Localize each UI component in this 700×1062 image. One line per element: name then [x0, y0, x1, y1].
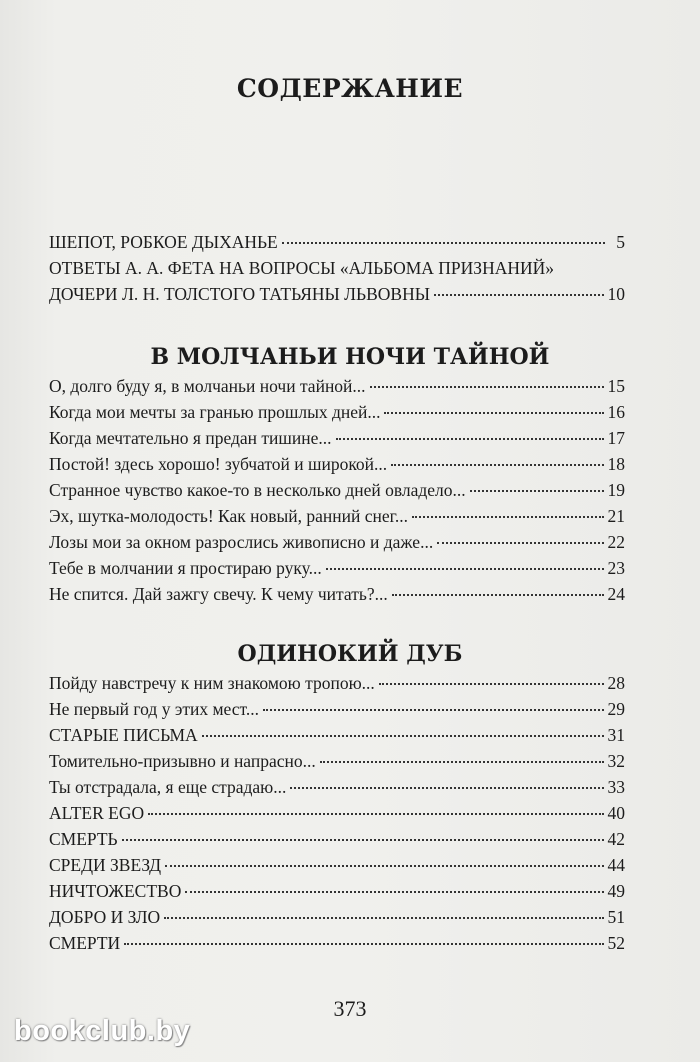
toc-leader-dots	[437, 542, 603, 544]
toc-leader-dots	[336, 438, 604, 440]
toc-leader-dots	[412, 516, 604, 518]
toc-entry	[49, 284, 625, 310]
toc-entry	[49, 532, 625, 558]
toc-leader-dots	[185, 891, 603, 893]
toc-leader-dots	[282, 242, 605, 244]
toc-entry-title: Пойду навстречу к ним знакомою тропою...	[49, 673, 375, 693]
toc-entry-title: СМЕРТЬ	[49, 829, 118, 849]
toc-leader-dots	[290, 787, 603, 789]
toc-entry	[49, 428, 625, 454]
toc-entry-page: 33	[607, 777, 625, 797]
toc-entry	[49, 829, 625, 855]
toc-leader-dots	[434, 294, 604, 296]
toc-entry	[49, 673, 625, 699]
toc-entry-page: 28	[607, 673, 625, 693]
toc-entry-page: 17	[607, 428, 625, 448]
toc-entry-title: Постой! здесь хорошо! зубчатой и широкой...	[49, 454, 388, 474]
watermark-logo: bookclub.by	[14, 1015, 191, 1047]
toc-entry	[49, 907, 625, 933]
toc-entry-title: Странное чувство какое-то в несколько дней овладело...	[49, 480, 466, 500]
toc-entry-page: 32	[607, 751, 625, 771]
toc-leader-dots	[384, 412, 603, 414]
toc-entry-title: Не первый год у этих мест...	[49, 699, 259, 719]
toc-entry-page: 29	[607, 699, 625, 719]
toc-entry-title: СТАРЫЕ ПИСЬМА	[49, 725, 198, 745]
toc-entry-title: Томительно-призывно и напрасно...	[49, 751, 316, 771]
toc-entry-page: 52	[607, 933, 625, 953]
toc-entry-title: Когда мечтательно я предан тишине...	[49, 428, 332, 448]
toc-entry	[49, 480, 625, 506]
toc-entry-title: Ты отстрадала, я еще страдаю...	[49, 777, 287, 797]
toc-entry-page: 22	[607, 532, 625, 552]
page-number: 373	[333, 996, 367, 1021]
toc-entry-title: Эх, шутка-молодость! Как новый, ранний снег...	[49, 506, 408, 526]
toc-entry-page: 44	[607, 855, 625, 875]
toc-entry-page: 21	[607, 506, 625, 526]
toc-entry-title: СМЕРТИ	[49, 933, 121, 953]
toc-entry	[49, 777, 625, 803]
toc-entry-page: 40	[607, 803, 625, 823]
toc-entry	[49, 933, 625, 959]
toc-entry	[49, 699, 625, 725]
toc-leader-dots	[122, 839, 604, 841]
toc-entry-page: 42	[607, 829, 625, 849]
toc-entry-title: ДОБРО И ЗЛО	[49, 907, 161, 927]
toc-entry	[49, 402, 625, 428]
toc-entry-title: Лозы мои за окном разрослись живописно и даже...	[49, 532, 434, 552]
toc-entry	[49, 751, 625, 777]
toc-entry	[49, 232, 625, 258]
toc-entry-title: Когда мои мечты за гранью прошлых дней...	[49, 402, 381, 422]
toc-entry-title: О, долго буду я, в молчаньи ночи тайной...	[49, 376, 366, 396]
toc-leader-dots	[392, 594, 604, 596]
toc-entry	[49, 454, 625, 480]
toc-entry-title: ДОЧЕРИ Л. Н. ТОЛСТОГО ТАТЬЯНЫ ЛЬВОВНЫ	[49, 284, 430, 304]
toc-entry-title: Тебе в молчании я простираю руку...	[49, 558, 322, 578]
toc-leader-dots	[320, 761, 604, 763]
toc-entry	[49, 855, 625, 881]
toc-entry	[49, 506, 625, 532]
toc-leader-dots	[202, 735, 604, 737]
section-heading: В МОЛЧАНЬИ НОЧИ ТАЙНОЙ	[150, 344, 550, 370]
section-heading: ОДИНОКИЙ ДУБ	[237, 641, 463, 667]
toc-entry-page: 18	[607, 454, 625, 474]
toc-leader-dots	[148, 813, 603, 815]
toc-entry-title: ШЕПОТ, РОБКОЕ ДЫХАНЬЕ	[49, 232, 278, 252]
toc-entry-page: 23	[607, 558, 625, 578]
toc-entry-title: СРЕДИ ЗВЕЗД	[49, 855, 162, 875]
toc-leader-dots	[391, 464, 603, 466]
toc-entry-page: 51	[607, 907, 625, 927]
toc-entry-title: НИЧТОЖЕСТВО	[49, 881, 182, 901]
toc-entry-title: ОТВЕТЫ А. А. ФЕТА НА ВОПРОСЫ «АЛЬБОМА ПРИЗНАНИЙ»	[49, 258, 555, 278]
toc-entry	[49, 258, 625, 284]
toc-entry-title: ALTER EGO	[49, 803, 145, 823]
toc-entry-title: Не спится. Дай зажгу свечу. К чему читать?...	[49, 584, 388, 604]
toc-entry-page: 24	[607, 584, 625, 604]
toc-entry-page: 15	[607, 376, 625, 396]
toc-entry	[49, 376, 625, 402]
toc-leader-dots	[164, 917, 603, 919]
toc-leader-dots	[326, 568, 604, 570]
toc-entry-page: 31	[607, 725, 625, 745]
toc-entry-page: 10	[607, 284, 625, 304]
toc-entry-page: 49	[607, 881, 625, 901]
toc-leader-dots	[263, 709, 604, 711]
toc-entry	[49, 803, 625, 829]
toc-entry-page: 19	[607, 480, 625, 500]
toc-entry	[49, 558, 625, 584]
toc-entry	[49, 725, 625, 751]
page-title: СОДЕРЖАНИЕ	[236, 74, 464, 103]
toc-leader-dots	[379, 683, 604, 685]
toc-entry	[49, 584, 625, 610]
toc-leader-dots	[370, 386, 604, 388]
toc-entry-page: 5	[616, 232, 625, 252]
toc-leader-dots	[124, 943, 603, 945]
toc-entry	[49, 881, 625, 907]
toc-leader-dots	[165, 865, 603, 867]
toc-leader-dots	[470, 490, 604, 492]
toc-entry-page: 16	[607, 402, 625, 422]
